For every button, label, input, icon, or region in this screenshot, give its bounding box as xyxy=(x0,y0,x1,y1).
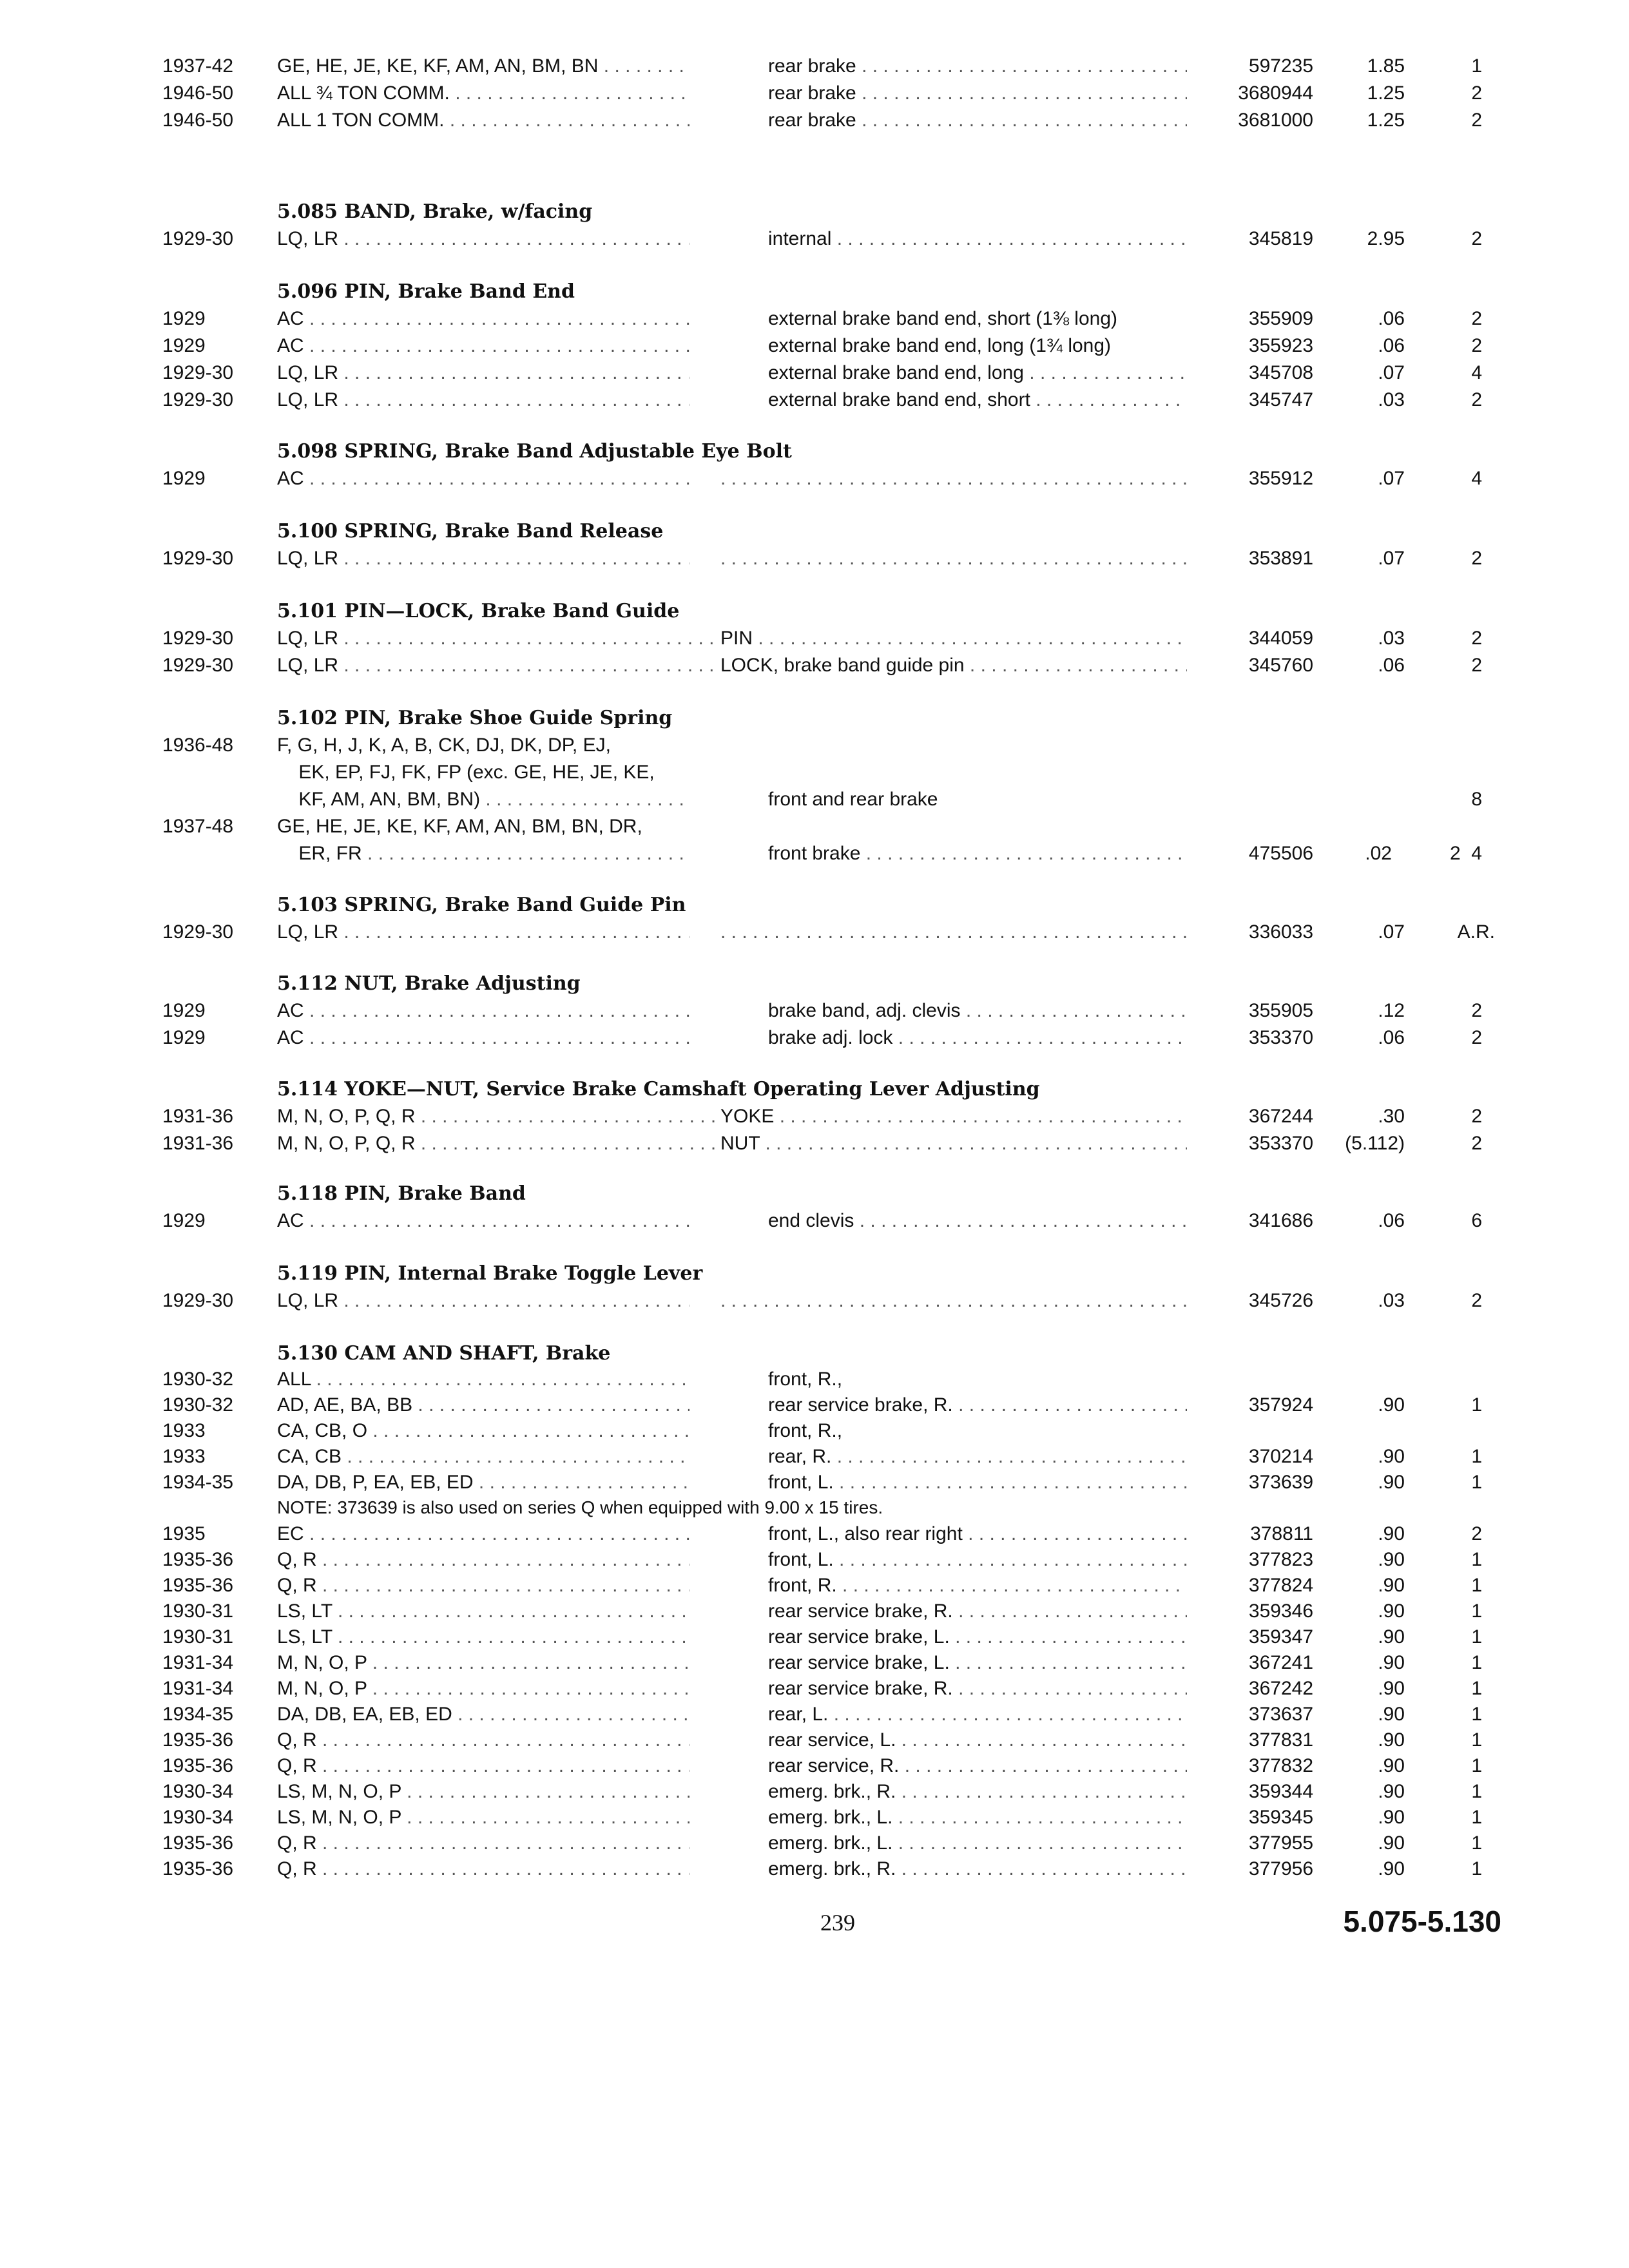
year-cell: 1935-36 xyxy=(162,1575,234,1596)
table-row xyxy=(0,1572,1629,1599)
part-number-cell: 345747 xyxy=(1248,389,1313,410)
year-cell: 1929 xyxy=(162,308,206,329)
part-number-cell: 597235 xyxy=(1248,55,1313,77)
price-cell: .06 xyxy=(1378,655,1405,676)
models-cell: DA, DB, P, EA, EB, ED . . . xyxy=(277,1469,689,1496)
part-number-cell: 355909 xyxy=(1248,308,1313,329)
models-cell: CA, CB, O . . . xyxy=(277,1418,689,1445)
table-row xyxy=(0,1856,1629,1883)
models-cell: LQ, LR . . . xyxy=(277,625,715,652)
table-row xyxy=(0,1701,1629,1728)
part-number-cell: 370214 xyxy=(1248,1446,1313,1467)
year-cell: 1935-36 xyxy=(162,1858,234,1879)
table-row xyxy=(0,840,1629,867)
year-cell: 1935-36 xyxy=(162,1832,234,1854)
quantity-cell: 1 xyxy=(1471,55,1482,77)
description-cell: rear service brake, R. . . . xyxy=(768,1598,1187,1625)
table-row xyxy=(0,1624,1629,1651)
part-number-cell: 359347 xyxy=(1248,1626,1313,1648)
table-row xyxy=(0,1443,1629,1470)
description-cell xyxy=(720,1287,1187,1314)
section-heading: 5.096 PIN, Brake Band End xyxy=(277,280,575,303)
models-cell: LS, M, N, O, P . . . xyxy=(277,1778,689,1805)
year-cell: 1936-48 xyxy=(162,735,234,756)
table-row xyxy=(0,997,1629,1024)
table-row xyxy=(0,465,1629,492)
part-number-cell: 367241 xyxy=(1248,1652,1313,1673)
description-cell: front brake . . . xyxy=(768,840,1187,867)
quantity-cell: 2 xyxy=(1471,628,1482,649)
part-number-cell: 344059 xyxy=(1248,628,1313,649)
part-number-cell: 475506 xyxy=(1248,843,1313,864)
models-cell: EK, EP, FJ, FK, FP (exc. GE, HE, JE, KE, xyxy=(277,762,655,783)
models-cell: LS, LT . . . xyxy=(277,1598,689,1625)
description-cell: brake adj. lock . . . xyxy=(768,1024,1187,1052)
year-cell: 1934-35 xyxy=(162,1472,234,1493)
models-cell: M, N, O, P . . . xyxy=(277,1675,689,1702)
year-cell: 1933 xyxy=(162,1446,206,1467)
quantity-cell: 2 xyxy=(1471,228,1482,249)
year-cell: 1946-50 xyxy=(162,110,234,131)
year-cell: 1931-36 xyxy=(162,1133,234,1154)
models-cell: LQ, LR . . . xyxy=(277,360,689,387)
description-cell: external brake band end, long (1¾ long) xyxy=(768,335,1112,356)
year-cell: 1935-36 xyxy=(162,1549,234,1570)
description-cell: front, L. . . . xyxy=(768,1546,1187,1573)
price-cell: .90 xyxy=(1378,1678,1405,1699)
price-cell: .03 xyxy=(1378,389,1405,410)
description-cell xyxy=(720,545,1187,572)
quantity-cell: 1 xyxy=(1471,1575,1482,1596)
description-cell: internal . . . xyxy=(768,226,1187,253)
quantity-cell: 1 xyxy=(1471,1807,1482,1828)
models-cell: AC . . . xyxy=(277,305,689,332)
quantity-cell: 1 xyxy=(1471,1652,1482,1673)
price-cell: 1.85 xyxy=(1367,55,1405,77)
part-number-cell: 357924 xyxy=(1248,1394,1313,1416)
year-cell: 1930-31 xyxy=(162,1600,234,1622)
description-cell: rear service brake, R. . . . xyxy=(768,1675,1187,1702)
table-row xyxy=(0,332,1629,360)
quantity-cell: 2 4 xyxy=(1449,843,1482,864)
models-cell: AC . . . xyxy=(277,997,689,1024)
year-cell: 1929-30 xyxy=(162,1290,234,1311)
table-row xyxy=(0,1675,1629,1702)
description-cell: rear service, R. . . . xyxy=(768,1753,1187,1780)
price-cell: .07 xyxy=(1378,362,1405,383)
price-cell: .07 xyxy=(1378,921,1405,943)
quantity-cell: 2 xyxy=(1471,82,1482,104)
description-cell: external brake band end, short (1⅜ long) xyxy=(768,308,1118,329)
models-cell: LQ, LR . . . xyxy=(277,545,689,572)
year-cell: 1929 xyxy=(162,1000,206,1021)
description-cell: emerg. brk., L. . . . xyxy=(768,1804,1187,1831)
part-number-cell: 367244 xyxy=(1248,1106,1313,1127)
description-cell: NUT . . . xyxy=(720,1130,1187,1157)
models-cell: F, G, H, J, K, A, B, CK, DJ, DK, DP, EJ, xyxy=(277,735,611,756)
quantity-cell: 4 xyxy=(1471,468,1482,489)
price-cell: .90 xyxy=(1378,1523,1405,1544)
models-cell: ALL . . . xyxy=(277,1366,689,1393)
price-cell: .90 xyxy=(1378,1446,1405,1467)
quantity-cell: 2 xyxy=(1471,1027,1482,1048)
table-row xyxy=(0,1103,1629,1130)
year-cell: 1929 xyxy=(162,468,206,489)
year-cell: 1930-32 xyxy=(162,1394,234,1416)
description-cell: emerg. brk., R. . . . xyxy=(768,1856,1187,1883)
description-cell: rear service, L. . . . xyxy=(768,1727,1187,1754)
models-cell: LQ, LR . . . xyxy=(277,919,689,946)
price-cell: .07 xyxy=(1378,548,1405,569)
part-number-cell: 367242 xyxy=(1248,1678,1313,1699)
models-cell: LQ, LR . . . xyxy=(277,1287,689,1314)
price-cell: .90 xyxy=(1378,1755,1405,1776)
models-cell: LS, M, N, O, P . . . xyxy=(277,1804,689,1831)
models-cell: Q, R . . . xyxy=(277,1572,689,1599)
table-row xyxy=(0,545,1629,572)
description-cell: external brake band end, long . . . xyxy=(768,360,1187,387)
description-cell: external brake band end, short . . . xyxy=(768,387,1187,414)
table-row xyxy=(0,1521,1629,1548)
description-cell: rear service brake, R. . . . xyxy=(768,1392,1187,1419)
quantity-cell: 2 xyxy=(1471,1106,1482,1127)
table-row xyxy=(0,1024,1629,1052)
year-cell: 1931-36 xyxy=(162,1106,234,1127)
part-number-cell: 3680944 xyxy=(1238,82,1313,104)
table-row xyxy=(0,1804,1629,1831)
part-number-cell: 345726 xyxy=(1248,1290,1313,1311)
description-cell: front, R. . . . xyxy=(768,1572,1187,1599)
section-heading: 5.119 PIN, Internal Brake Toggle Lever xyxy=(277,1262,703,1285)
year-cell: 1937-48 xyxy=(162,816,234,837)
quantity-cell: 1 xyxy=(1471,1678,1482,1699)
price-cell: .02 xyxy=(1365,843,1392,864)
price-cell: .03 xyxy=(1378,1290,1405,1311)
quantity-cell: 1 xyxy=(1471,1781,1482,1802)
models-cell: GE, HE, JE, KE, KF, AM, AN, BM, BN . . . xyxy=(277,53,689,80)
price-cell: .90 xyxy=(1378,1575,1405,1596)
table-row xyxy=(0,1598,1629,1625)
section-heading: 5.103 SPRING, Brake Band Guide Pin xyxy=(277,894,686,916)
description-cell: rear brake . . . xyxy=(768,53,1187,80)
year-cell: 1929 xyxy=(162,1210,206,1231)
models-cell: KF, AM, AN, BM, BN) . . . xyxy=(277,786,689,813)
models-cell: EC . . . xyxy=(277,1521,689,1548)
part-number-cell: 345708 xyxy=(1248,362,1313,383)
table-row xyxy=(0,305,1629,332)
page-range: 5.075-5.130 xyxy=(1343,1905,1501,1938)
price-cell: .07 xyxy=(1378,468,1405,489)
table-row xyxy=(0,786,1629,813)
description-cell: rear service brake, L. . . . xyxy=(768,1649,1187,1677)
table-row xyxy=(0,1830,1629,1857)
quantity-cell: 1 xyxy=(1471,1858,1482,1879)
price-cell: .90 xyxy=(1378,1394,1405,1416)
description-cell: PIN . . . xyxy=(720,625,1187,652)
quantity-cell: 1 xyxy=(1471,1626,1482,1648)
price-cell: .06 xyxy=(1378,1210,1405,1231)
year-cell: 1935 xyxy=(162,1523,206,1544)
description-cell: rear, R. . . . xyxy=(768,1443,1187,1470)
models-cell: Q, R . . . xyxy=(277,1727,689,1754)
part-number-cell: 377831 xyxy=(1248,1729,1313,1751)
table-row xyxy=(0,360,1629,387)
year-cell: 1929-30 xyxy=(162,548,234,569)
quantity-cell: 2 xyxy=(1471,655,1482,676)
description-cell: end clevis . . . xyxy=(768,1207,1187,1235)
description-cell: front, R., xyxy=(768,1369,843,1390)
quantity-cell: 2 xyxy=(1471,1000,1482,1021)
quantity-cell: 2 xyxy=(1471,1133,1482,1154)
models-cell: DA, DB, EA, EB, ED . . . xyxy=(277,1701,689,1728)
year-cell: 1929-30 xyxy=(162,389,234,410)
year-cell: 1931-34 xyxy=(162,1652,234,1673)
year-cell: 1929-30 xyxy=(162,362,234,383)
models-cell: LQ, LR . . . xyxy=(277,652,715,679)
table-row xyxy=(0,1418,1629,1445)
price-cell: (5.112) xyxy=(1345,1133,1405,1154)
models-cell: LS, LT . . . xyxy=(277,1624,689,1651)
quantity-cell: 8 xyxy=(1471,789,1482,810)
description-cell xyxy=(720,465,1187,492)
models-cell: Q, R . . . xyxy=(277,1830,689,1857)
quantity-cell: 1 xyxy=(1471,1832,1482,1854)
price-cell: .90 xyxy=(1378,1807,1405,1828)
table-row xyxy=(0,1649,1629,1677)
table-row xyxy=(0,226,1629,253)
description-cell: rear brake . . . xyxy=(768,107,1187,134)
models-cell: M, N, O, P . . . xyxy=(277,1649,689,1677)
models-cell: Q, R . . . xyxy=(277,1546,689,1573)
price-cell: .90 xyxy=(1378,1600,1405,1622)
quantity-cell: 1 xyxy=(1471,1446,1482,1467)
year-cell: 1935-36 xyxy=(162,1729,234,1751)
quantity-cell: 2 xyxy=(1471,110,1482,131)
table-row xyxy=(0,1207,1629,1235)
part-number-cell: 377956 xyxy=(1248,1858,1313,1879)
price-cell: .90 xyxy=(1378,1704,1405,1725)
models-cell: ER, FR . . . xyxy=(277,840,689,867)
models-cell: AC . . . xyxy=(277,332,689,360)
year-cell: 1930-34 xyxy=(162,1781,234,1802)
table-row xyxy=(0,732,1629,759)
table-row xyxy=(0,1392,1629,1419)
table-row xyxy=(0,1287,1629,1314)
models-cell: AD, AE, BA, BB . . . xyxy=(277,1392,689,1419)
models-cell: ALL ¾ TON COMM. . . . xyxy=(277,80,689,107)
table-row xyxy=(0,1366,1629,1393)
table-row xyxy=(0,1130,1629,1157)
year-cell: 1930-34 xyxy=(162,1807,234,1828)
year-cell: 1937-42 xyxy=(162,55,234,77)
models-cell: LQ, LR . . . xyxy=(277,226,689,253)
section-heading: 5.102 PIN, Brake Shoe Guide Spring xyxy=(277,707,673,729)
table-row xyxy=(0,107,1629,134)
year-cell: 1931-34 xyxy=(162,1678,234,1699)
part-number-cell: 355923 xyxy=(1248,335,1313,356)
part-number-cell: 345819 xyxy=(1248,228,1313,249)
price-cell: .03 xyxy=(1378,628,1405,649)
part-number-cell: 355905 xyxy=(1248,1000,1313,1021)
price-cell: .06 xyxy=(1378,1027,1405,1048)
section-note: NOTE: 373639 is also used on series Q when equipped with 9.00 x 15 tires. xyxy=(277,1497,883,1517)
description-cell: rear, L. . . . xyxy=(768,1701,1187,1728)
quantity-cell: 6 xyxy=(1471,1210,1482,1231)
year-cell: 1929-30 xyxy=(162,655,234,676)
description-cell xyxy=(720,919,1187,946)
models-cell: ALL 1 TON COMM. . . . xyxy=(277,107,689,134)
models-cell: M, N, O, P, Q, R . . . xyxy=(277,1130,715,1157)
year-cell: 1930-32 xyxy=(162,1369,234,1390)
models-cell: M, N, O, P, Q, R . . . xyxy=(277,1103,715,1130)
quantity-cell: 1 xyxy=(1471,1729,1482,1751)
models-cell: GE, HE, JE, KE, KF, AM, AN, BM, BN, DR, xyxy=(277,816,642,837)
part-number-cell: 377824 xyxy=(1248,1575,1313,1596)
quantity-cell: 1 xyxy=(1471,1472,1482,1493)
part-number-cell: 3681000 xyxy=(1238,110,1313,131)
page-number: 239 xyxy=(820,1910,855,1936)
quantity-cell: 1 xyxy=(1471,1755,1482,1776)
description-cell: rear service brake, L. . . . xyxy=(768,1624,1187,1651)
quantity-cell: 1 xyxy=(1471,1600,1482,1622)
quantity-cell: 1 xyxy=(1471,1704,1482,1725)
table-row xyxy=(0,80,1629,107)
part-number-cell: 341686 xyxy=(1248,1210,1313,1231)
quantity-cell: 2 xyxy=(1471,335,1482,356)
section-heading: 5.101 PIN—LOCK, Brake Band Guide xyxy=(277,600,680,622)
year-cell: 1946-50 xyxy=(162,82,234,104)
description-cell: emerg. brk., L. . . . xyxy=(768,1830,1187,1857)
part-number-cell: 353891 xyxy=(1248,548,1313,569)
section-heading: 5.085 BAND, Brake, w/facing xyxy=(277,200,593,223)
models-cell: LQ, LR . . . xyxy=(277,387,689,414)
price-cell: .90 xyxy=(1378,1781,1405,1802)
price-cell: 1.25 xyxy=(1367,82,1405,104)
table-row xyxy=(0,919,1629,946)
part-number-cell: 336033 xyxy=(1248,921,1313,943)
part-number-cell: 345760 xyxy=(1248,655,1313,676)
description-cell: brake band, adj. clevis . . . xyxy=(768,997,1187,1024)
description-cell: LOCK, brake band guide pin . . . xyxy=(720,652,1187,679)
table-row xyxy=(0,1546,1629,1573)
year-cell: 1934-35 xyxy=(162,1704,234,1725)
section-heading: 5.118 PIN, Brake Band xyxy=(277,1182,526,1205)
price-cell: .90 xyxy=(1378,1858,1405,1879)
models-cell: CA, CB . . . xyxy=(277,1443,689,1470)
models-cell: AC . . . xyxy=(277,1024,689,1052)
part-number-cell: 377955 xyxy=(1248,1832,1313,1854)
part-number-cell: 353370 xyxy=(1248,1027,1313,1048)
section-heading: 5.130 CAM AND SHAFT, Brake xyxy=(277,1342,611,1365)
price-cell: .90 xyxy=(1378,1472,1405,1493)
section-heading: 5.100 SPRING, Brake Band Release xyxy=(277,520,664,543)
description-cell: emerg. brk., R. . . . xyxy=(768,1778,1187,1805)
description-cell: front, R., xyxy=(768,1420,843,1441)
price-cell: 1.25 xyxy=(1367,110,1405,131)
table-row xyxy=(0,387,1629,414)
description-cell: rear brake . . . xyxy=(768,80,1187,107)
part-number-cell: 359344 xyxy=(1248,1781,1313,1802)
part-number-cell: 355912 xyxy=(1248,468,1313,489)
part-number-cell: 378811 xyxy=(1250,1523,1313,1544)
table-row xyxy=(0,759,1629,786)
price-cell: .90 xyxy=(1378,1729,1405,1751)
description-cell: YOKE . . . xyxy=(720,1103,1187,1130)
quantity-cell: 2 xyxy=(1471,1290,1482,1311)
year-cell: 1929 xyxy=(162,335,206,356)
models-cell: AC . . . xyxy=(277,465,689,492)
quantity-cell: 2 xyxy=(1471,389,1482,410)
year-cell: 1930-31 xyxy=(162,1626,234,1648)
year-cell: 1933 xyxy=(162,1420,206,1441)
price-cell: .90 xyxy=(1378,1652,1405,1673)
models-cell: AC . . . xyxy=(277,1207,689,1235)
price-cell: .30 xyxy=(1378,1106,1405,1127)
price-cell: .90 xyxy=(1378,1549,1405,1570)
table-row xyxy=(0,625,1629,652)
part-number-cell: 377823 xyxy=(1248,1549,1313,1570)
part-number-cell: 377832 xyxy=(1248,1755,1313,1776)
table-row xyxy=(0,813,1629,840)
price-cell: .06 xyxy=(1378,308,1405,329)
description-cell: front, L. . . . xyxy=(768,1469,1187,1496)
description-cell: front and rear brake xyxy=(768,789,938,810)
table-row xyxy=(0,1778,1629,1805)
table-row xyxy=(0,1727,1629,1754)
part-number-cell: 359345 xyxy=(1248,1807,1313,1828)
year-cell: 1929-30 xyxy=(162,628,234,649)
part-number-cell: 373639 xyxy=(1248,1472,1313,1493)
year-cell: 1935-36 xyxy=(162,1755,234,1776)
price-cell: .06 xyxy=(1378,335,1405,356)
part-number-cell: 373637 xyxy=(1248,1704,1313,1725)
table-row xyxy=(0,53,1629,80)
models-cell: Q, R . . . xyxy=(277,1753,689,1780)
quantity-cell: 2 xyxy=(1471,308,1482,329)
part-number-cell: 359346 xyxy=(1248,1600,1313,1622)
year-cell: 1929-30 xyxy=(162,921,234,943)
price-cell: .90 xyxy=(1378,1832,1405,1854)
year-cell: 1929-30 xyxy=(162,228,234,249)
price-cell: .12 xyxy=(1378,1000,1405,1021)
quantity-cell: 2 xyxy=(1471,1523,1482,1544)
table-row xyxy=(0,1469,1629,1496)
price-cell: .90 xyxy=(1378,1626,1405,1648)
quantity-cell: A.R. xyxy=(1457,921,1495,943)
section-heading: 5.112 NUT, Brake Adjusting xyxy=(277,972,581,995)
table-row xyxy=(0,1753,1629,1780)
quantity-cell: 1 xyxy=(1471,1394,1482,1416)
part-number-cell: 353370 xyxy=(1248,1133,1313,1154)
models-cell: Q, R . . . xyxy=(277,1856,689,1883)
quantity-cell: 2 xyxy=(1471,548,1482,569)
section-heading: 5.098 SPRING, Brake Band Adjustable Eye Bolt xyxy=(277,440,792,463)
description-cell: front, L., also rear right . . . xyxy=(768,1521,1187,1548)
table-row xyxy=(0,652,1629,679)
quantity-cell: 4 xyxy=(1471,362,1482,383)
section-heading: 5.114 YOKE—NUT, Service Brake Camshaft Operating Lever Adjusting xyxy=(277,1078,1040,1100)
price-cell: 2.95 xyxy=(1367,228,1405,249)
year-cell: 1929 xyxy=(162,1027,206,1048)
quantity-cell: 1 xyxy=(1471,1549,1482,1570)
